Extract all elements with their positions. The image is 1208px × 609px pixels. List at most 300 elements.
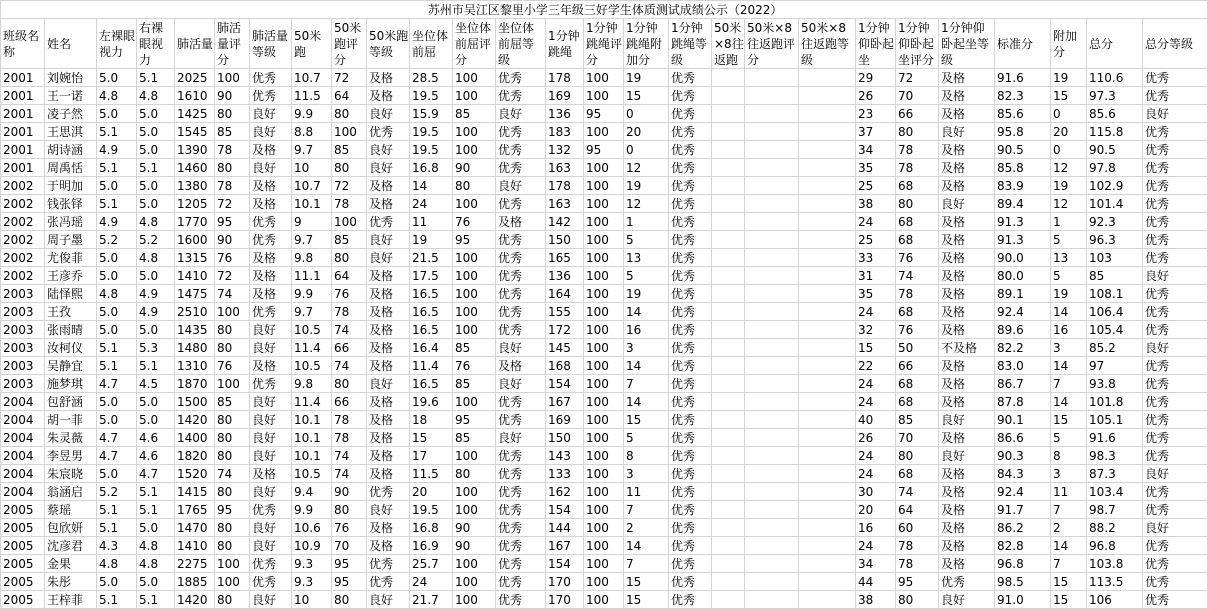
table-cell[interactable]: 及格 [939,69,995,87]
table-cell[interactable]: 良好 [367,105,410,123]
table-cell[interactable]: 97.3 [1087,87,1143,105]
table-cell[interactable]: 2002 [1,195,45,213]
table-cell[interactable]: 78 [896,537,939,555]
table-cell[interactable]: 4.6 [137,429,175,447]
table-cell[interactable]: 100 [584,429,624,447]
table-cell[interactable]: 93.8 [1087,375,1143,393]
table-cell[interactable]: 及格 [939,519,995,537]
table-cell[interactable]: 24 [856,537,896,555]
table-cell[interactable]: 优秀 [1143,231,1208,249]
table-cell[interactable]: 68 [896,465,939,483]
table-cell[interactable] [745,105,799,123]
table-cell[interactable]: 170 [546,591,584,609]
table-cell[interactable]: 优秀 [1143,303,1208,321]
column-header[interactable]: 肺活量等级 [250,19,292,69]
table-cell[interactable]: 85 [453,375,496,393]
column-header[interactable]: 附加分 [1051,19,1087,69]
table-cell[interactable] [745,501,799,519]
table-cell[interactable]: 96.8 [995,555,1051,573]
table-cell[interactable]: 15 [1051,87,1087,105]
table-cell[interactable]: 83.0 [995,357,1051,375]
table-cell[interactable]: 12 [1051,195,1087,213]
table-cell[interactable]: 15 [1051,591,1087,609]
table-cell[interactable]: 100 [584,321,624,339]
table-cell[interactable]: 优秀 [669,123,712,141]
table-cell[interactable]: 8.8 [292,123,332,141]
table-cell[interactable]: 5.2 [97,231,137,249]
table-cell[interactable]: 72 [896,69,939,87]
table-cell[interactable]: 35 [856,159,896,177]
table-cell[interactable]: 76 [215,249,250,267]
table-cell[interactable]: 19.5 [410,141,453,159]
table-cell[interactable] [712,141,745,159]
table-cell[interactable]: 103.4 [1087,483,1143,501]
table-cell[interactable]: 30 [856,483,896,501]
table-cell[interactable]: 优秀 [669,339,712,357]
table-cell[interactable]: 5.2 [137,231,175,249]
table-cell[interactable]: 15 [624,573,669,591]
table-cell[interactable]: 74 [332,357,367,375]
table-cell[interactable] [712,303,745,321]
table-cell[interactable] [745,177,799,195]
table-cell[interactable]: 66 [896,105,939,123]
table-cell[interactable]: 98.5 [995,573,1051,591]
table-cell[interactable]: 不及格 [939,339,995,357]
table-cell[interactable]: 4.8 [97,555,137,573]
table-cell[interactable]: 76 [332,519,367,537]
table-cell[interactable]: 优秀 [669,87,712,105]
table-cell[interactable]: 20 [624,123,669,141]
table-cell[interactable]: 5.0 [97,105,137,123]
table-cell[interactable]: 10.9 [292,537,332,555]
table-cell[interactable]: 优秀 [1143,483,1208,501]
table-cell[interactable]: 优秀 [250,303,292,321]
table-cell[interactable]: 良好 [367,375,410,393]
column-header[interactable]: 50米×8往返跑评分 [745,19,799,69]
table-cell[interactable]: 2004 [1,483,45,501]
table-cell[interactable]: 良好 [250,411,292,429]
table-cell[interactable]: 70 [896,429,939,447]
table-cell[interactable]: 70 [896,87,939,105]
table-cell[interactable]: 优秀 [669,321,712,339]
table-cell[interactable]: 100 [584,303,624,321]
table-cell[interactable]: 9.3 [292,573,332,591]
table-cell[interactable]: 16.8 [410,159,453,177]
table-cell[interactable]: 优秀 [669,555,712,573]
table-cell[interactable]: 19 [1051,285,1087,303]
table-cell[interactable]: 16 [1051,321,1087,339]
table-cell[interactable] [745,87,799,105]
table-cell[interactable]: 及格 [250,177,292,195]
table-cell[interactable]: 50 [896,339,939,357]
table-cell[interactable]: 11 [1051,483,1087,501]
table-cell[interactable]: 优秀 [496,267,546,285]
table-cell[interactable]: 74 [896,267,939,285]
table-cell[interactable]: 64 [332,267,367,285]
table-cell[interactable] [745,591,799,609]
table-cell[interactable] [712,393,745,411]
table-cell[interactable]: 2005 [1,537,45,555]
column-header[interactable]: 总分 [1087,19,1143,69]
table-cell[interactable]: 1610 [175,87,215,105]
table-cell[interactable]: 良好 [1143,267,1208,285]
table-cell[interactable]: 4.8 [137,213,175,231]
table-cell[interactable]: 100 [453,303,496,321]
table-cell[interactable]: 5.0 [137,123,175,141]
table-cell[interactable]: 优秀 [1143,429,1208,447]
table-cell[interactable]: 70 [332,537,367,555]
table-cell[interactable]: 100 [584,483,624,501]
table-cell[interactable]: 14 [410,177,453,195]
table-cell[interactable]: 100 [453,195,496,213]
table-cell[interactable]: 78 [332,429,367,447]
table-cell[interactable]: 4.9 [97,213,137,231]
table-cell[interactable]: 2003 [1,375,45,393]
table-cell[interactable]: 0 [624,141,669,159]
table-cell[interactable]: 95 [215,501,250,519]
table-cell[interactable]: 98.3 [1087,447,1143,465]
table-cell[interactable]: 11.4 [410,357,453,375]
table-cell[interactable]: 38 [856,591,896,609]
table-cell[interactable]: 及格 [367,195,410,213]
table-cell[interactable]: 2001 [1,141,45,159]
table-cell[interactable]: 及格 [939,375,995,393]
table-cell[interactable]: 145 [546,339,584,357]
table-cell[interactable]: 100 [584,267,624,285]
table-cell[interactable] [745,519,799,537]
table-cell[interactable]: 10.5 [292,357,332,375]
table-cell[interactable]: 34 [856,555,896,573]
table-cell[interactable]: 100 [453,267,496,285]
table-cell[interactable]: 170 [546,573,584,591]
table-cell[interactable]: 105.1 [1087,411,1143,429]
table-cell[interactable] [745,267,799,285]
table-cell[interactable]: 80 [215,591,250,609]
table-cell[interactable]: 良好 [367,249,410,267]
table-cell[interactable]: 及格 [367,339,410,357]
table-cell[interactable]: 100 [584,411,624,429]
table-cell[interactable]: 5.0 [97,411,137,429]
table-cell[interactable] [745,537,799,555]
table-cell[interactable] [799,429,856,447]
table-cell[interactable] [799,519,856,537]
column-header[interactable]: 50米×8往返跑 [712,19,745,69]
table-cell[interactable]: 92.3 [1087,213,1143,231]
table-cell[interactable]: 及格 [367,465,410,483]
table-cell[interactable] [799,591,856,609]
table-cell[interactable]: 优秀 [939,573,995,591]
table-cell[interactable]: 优秀 [669,267,712,285]
table-cell[interactable]: 良好 [939,195,995,213]
table-cell[interactable]: 良好 [250,123,292,141]
table-cell[interactable]: 110.6 [1087,69,1143,87]
table-cell[interactable]: 及格 [939,483,995,501]
table-cell[interactable]: 1310 [175,357,215,375]
table-cell[interactable]: 17.5 [410,267,453,285]
table-cell[interactable]: 优秀 [1143,375,1208,393]
table-cell[interactable]: 及格 [939,249,995,267]
table-cell[interactable]: 优秀 [496,249,546,267]
table-cell[interactable]: 14 [624,357,669,375]
table-cell[interactable]: 100 [584,285,624,303]
table-cell[interactable]: 9 [292,213,332,231]
table-cell[interactable]: 10.1 [292,447,332,465]
table-cell[interactable]: 优秀 [1143,285,1208,303]
table-cell[interactable]: 24 [856,375,896,393]
table-cell[interactable]: 张冯瑶 [45,213,97,231]
column-header[interactable]: 1分钟仰卧起坐评分 [896,19,939,69]
table-cell[interactable]: 100 [453,69,496,87]
table-cell[interactable]: 优秀 [669,465,712,483]
table-cell[interactable]: 100 [453,393,496,411]
table-cell[interactable]: 113.5 [1087,573,1143,591]
table-cell[interactable]: 2005 [1,573,45,591]
table-cell[interactable]: 9.4 [292,483,332,501]
table-cell[interactable]: 78 [896,555,939,573]
table-cell[interactable]: 及格 [250,249,292,267]
column-header[interactable]: 1分钟仰卧起坐等级 [939,19,995,69]
table-cell[interactable]: 88.2 [1087,519,1143,537]
table-cell[interactable]: 及格 [367,177,410,195]
table-cell[interactable]: 及格 [250,141,292,159]
table-cell[interactable]: 李昱男 [45,447,97,465]
table-cell[interactable]: 31 [856,267,896,285]
table-cell[interactable]: 85 [1087,267,1143,285]
table-cell[interactable]: 王孜 [45,303,97,321]
table-cell[interactable]: 2001 [1,87,45,105]
table-cell[interactable]: 朱灵薇 [45,429,97,447]
table-cell[interactable]: 95 [332,573,367,591]
table-cell[interactable]: 76 [453,357,496,375]
table-cell[interactable]: 4.6 [137,447,175,465]
table-cell[interactable]: 优秀 [250,375,292,393]
table-cell[interactable]: 26 [856,87,896,105]
table-cell[interactable]: 1460 [175,159,215,177]
table-cell[interactable]: 100 [453,555,496,573]
column-header[interactable]: 1分钟仰卧起坐 [856,19,896,69]
table-cell[interactable] [745,231,799,249]
table-cell[interactable] [712,429,745,447]
table-cell[interactable]: 85 [215,123,250,141]
table-cell[interactable]: 90.0 [995,249,1051,267]
table-cell[interactable]: 95 [896,573,939,591]
table-cell[interactable]: 8 [624,447,669,465]
table-cell[interactable]: 优秀 [669,195,712,213]
table-cell[interactable]: 92.4 [995,483,1051,501]
table-cell[interactable]: 169 [546,411,584,429]
table-cell[interactable]: 64 [332,87,367,105]
table-cell[interactable]: 5.1 [137,159,175,177]
table-cell[interactable]: 及格 [496,357,546,375]
table-cell[interactable]: 优秀 [669,213,712,231]
table-cell[interactable]: 72 [332,177,367,195]
table-cell[interactable]: 良好 [250,159,292,177]
table-cell[interactable]: 100 [453,321,496,339]
table-cell[interactable]: 2002 [1,231,45,249]
table-cell[interactable]: 154 [546,375,584,393]
table-cell[interactable]: 92.4 [995,303,1051,321]
table-cell[interactable]: 100 [584,537,624,555]
table-cell[interactable]: 王一诺 [45,87,97,105]
table-cell[interactable] [745,141,799,159]
table-cell[interactable]: 103.8 [1087,555,1143,573]
table-cell[interactable]: 80 [896,447,939,465]
table-cell[interactable]: 100 [584,447,624,465]
table-cell[interactable]: 2004 [1,465,45,483]
table-cell[interactable]: 及格 [367,87,410,105]
table-cell[interactable]: 80 [215,321,250,339]
table-cell[interactable] [712,213,745,231]
table-cell[interactable]: 16 [624,321,669,339]
table-cell[interactable]: 86.2 [995,519,1051,537]
table-cell[interactable]: 11.5 [410,465,453,483]
table-cell[interactable]: 89.1 [995,285,1051,303]
table-cell[interactable]: 143 [546,447,584,465]
table-cell[interactable]: 14 [624,393,669,411]
table-cell[interactable]: 1600 [175,231,215,249]
table-cell[interactable] [712,465,745,483]
table-cell[interactable]: 100 [215,303,250,321]
table-cell[interactable]: 68 [896,213,939,231]
table-cell[interactable]: 105.4 [1087,321,1143,339]
table-cell[interactable]: 100 [215,573,250,591]
table-cell[interactable]: 44 [856,573,896,591]
table-cell[interactable]: 及格 [939,267,995,285]
table-cell[interactable]: 11 [624,483,669,501]
table-cell[interactable]: 24 [856,393,896,411]
table-cell[interactable]: 优秀 [496,303,546,321]
table-cell[interactable]: 24 [410,573,453,591]
table-cell[interactable]: 23 [856,105,896,123]
table-cell[interactable]: 150 [546,231,584,249]
table-cell[interactable]: 22 [856,357,896,375]
table-cell[interactable]: 13 [624,249,669,267]
table-cell[interactable]: 良好 [496,375,546,393]
table-cell[interactable]: 及格 [250,357,292,375]
table-cell[interactable] [712,501,745,519]
table-cell[interactable]: 优秀 [1143,141,1208,159]
table-cell[interactable]: 优秀 [1143,555,1208,573]
table-cell[interactable]: 100 [584,393,624,411]
table-cell[interactable]: 11 [410,213,453,231]
table-cell[interactable]: 68 [896,375,939,393]
table-cell[interactable]: 朱宸晓 [45,465,97,483]
table-cell[interactable]: 2001 [1,69,45,87]
table-cell[interactable]: 良好 [1143,519,1208,537]
table-cell[interactable]: 尤俊菲 [45,249,97,267]
table-cell[interactable]: 及格 [250,285,292,303]
table-cell[interactable] [712,159,745,177]
table-cell[interactable]: 150 [546,429,584,447]
table-cell[interactable]: 80 [215,411,250,429]
table-cell[interactable]: 7 [624,375,669,393]
table-cell[interactable]: 80 [896,591,939,609]
table-cell[interactable] [712,519,745,537]
table-cell[interactable]: 优秀 [367,573,410,591]
table-cell[interactable]: 及格 [939,159,995,177]
table-cell[interactable]: 20 [856,501,896,519]
table-cell[interactable] [745,465,799,483]
table-cell[interactable]: 9.9 [292,105,332,123]
column-header[interactable]: 50米跑评分 [332,19,367,69]
table-cell[interactable]: 3 [624,465,669,483]
table-cell[interactable]: 10.5 [292,321,332,339]
table-cell[interactable]: 优秀 [496,231,546,249]
table-cell[interactable]: 良好 [367,501,410,519]
table-cell[interactable]: 2005 [1,555,45,573]
table-cell[interactable]: 及格 [939,555,995,573]
table-cell[interactable]: 1470 [175,519,215,537]
table-cell[interactable]: 2001 [1,159,45,177]
table-cell[interactable]: 5.1 [97,195,137,213]
table-cell[interactable]: 100 [584,501,624,519]
table-cell[interactable]: 101.4 [1087,195,1143,213]
table-cell[interactable]: 16 [856,519,896,537]
table-cell[interactable]: 2002 [1,177,45,195]
table-cell[interactable]: 14 [1051,303,1087,321]
table-cell[interactable]: 100 [584,591,624,609]
table-cell[interactable]: 1410 [175,537,215,555]
table-cell[interactable]: 及格 [367,285,410,303]
table-cell[interactable]: 14 [1051,537,1087,555]
table-cell[interactable]: 37 [856,123,896,141]
table-cell[interactable]: 10.1 [292,429,332,447]
table-cell[interactable]: 良好 [250,519,292,537]
table-cell[interactable]: 陆怿熙 [45,285,97,303]
table-cell[interactable]: 2005 [1,519,45,537]
table-cell[interactable]: 100 [453,87,496,105]
table-cell[interactable] [712,339,745,357]
table-cell[interactable]: 10 [292,159,332,177]
table-cell[interactable]: 于明加 [45,177,97,195]
table-cell[interactable]: 7 [624,501,669,519]
table-cell[interactable]: 4.3 [97,537,137,555]
table-cell[interactable]: 及格 [939,393,995,411]
table-cell[interactable]: 100 [453,249,496,267]
column-header[interactable]: 50米跑 [292,19,332,69]
table-cell[interactable]: 136 [546,105,584,123]
table-cell[interactable]: 9.3 [292,555,332,573]
table-cell[interactable]: 100 [584,555,624,573]
table-cell[interactable]: 9.8 [292,375,332,393]
table-cell[interactable]: 9.8 [292,249,332,267]
table-cell[interactable]: 5.0 [137,411,175,429]
table-cell[interactable]: 68 [896,231,939,249]
table-cell[interactable]: 2510 [175,303,215,321]
table-cell[interactable]: 优秀 [496,465,546,483]
table-cell[interactable]: 84.3 [995,465,1051,483]
table-cell[interactable]: 2003 [1,303,45,321]
table-cell[interactable]: 优秀 [669,141,712,159]
table-cell[interactable]: 良好 [496,177,546,195]
table-cell[interactable]: 100 [584,195,624,213]
table-cell[interactable]: 优秀 [496,501,546,519]
table-cell[interactable]: 优秀 [496,195,546,213]
table-cell[interactable]: 优秀 [250,87,292,105]
table-cell[interactable]: 王彦乔 [45,267,97,285]
table-cell[interactable]: 5 [624,267,669,285]
table-cell[interactable]: 16.9 [410,537,453,555]
table-cell[interactable] [745,393,799,411]
table-cell[interactable]: 90 [453,537,496,555]
table-cell[interactable] [799,285,856,303]
table-cell[interactable]: 100 [584,573,624,591]
table-cell[interactable]: 5.3 [137,339,175,357]
table-cell[interactable]: 良好 [367,141,410,159]
table-cell[interactable]: 38 [856,195,896,213]
table-cell[interactable]: 5.1 [97,519,137,537]
table-cell[interactable]: 95 [332,555,367,573]
